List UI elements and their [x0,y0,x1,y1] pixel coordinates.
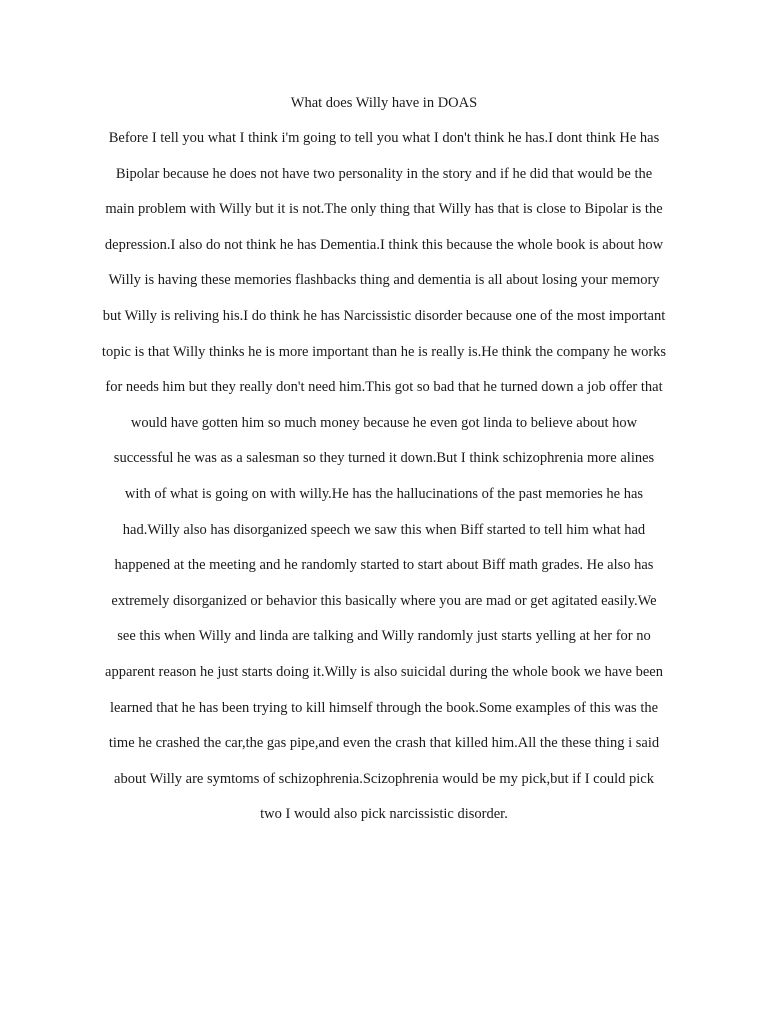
body-line: Bipolar because he does not have two personality in the story and if he did that would be the [115,165,653,182]
body-line: extremely disorganized or behavior this basically where you are mad or get agitated easily.We [111,592,657,609]
body-line: two I would also pick narcissistic disorder. [260,806,508,823]
body-line: with of what is going on with willy.He has the hallucinations of the past memories he has [124,485,644,502]
body-line: topic is that Willy thinks he is more important than he is really is.He think the company he works [101,343,667,360]
body-line: see this when Willy and linda are talking and Willy randomly just starts yelling at her for no [117,628,651,645]
document-body [0,128,768,840]
body-line: but Willy is reliving his.I do think he has Narcissistic disorder because one of the most important [102,307,666,324]
body-line: Before I tell you what I think i'm going to tell you what I don't think he has.I dont think He has [108,130,660,146]
body-line: happened at the meeting and he randomly started to start about Biff math grades. He also has [114,557,654,574]
body-line: about Willy are symtoms of schizophrenia.Scizophrenia would be my pick,but if I could pick [114,770,654,787]
body-line: Willy is having these memories flashbacks thing and dementia is all about losing your memory [108,272,660,289]
body-line: successful he was as a salesman so they turned it down.But I think schizophrenia more alines [113,450,655,467]
document-title: What does Willy have in DOAS [290,95,478,111]
body-line: learned that he has been trying to kill himself through the book.Some examples of this was the [109,699,659,716]
body-line: depression.I also do not think he has Dementia.I think this because the whole book is about how [104,236,664,253]
body-line: for needs him but they really don't need him.This got so bad that he turned down a job offer that [105,379,663,396]
body-line: had.Willy also has disorganized speech we saw this when Biff started to tell him what had [122,521,646,538]
body-line: main problem with Willy but it is not.The only thing that Willy has that is close to Bipolar is the [105,201,663,218]
body-line: apparent reason he just starts doing it.Willy is also suicidal during the whole book we have been [105,663,663,680]
body-line: would have gotten him so much money because he even got linda to believe about how [130,414,638,431]
body-line: time he crashed the car,the gas pipe,and even the crash that killed him.All the these thing i said [108,735,660,752]
